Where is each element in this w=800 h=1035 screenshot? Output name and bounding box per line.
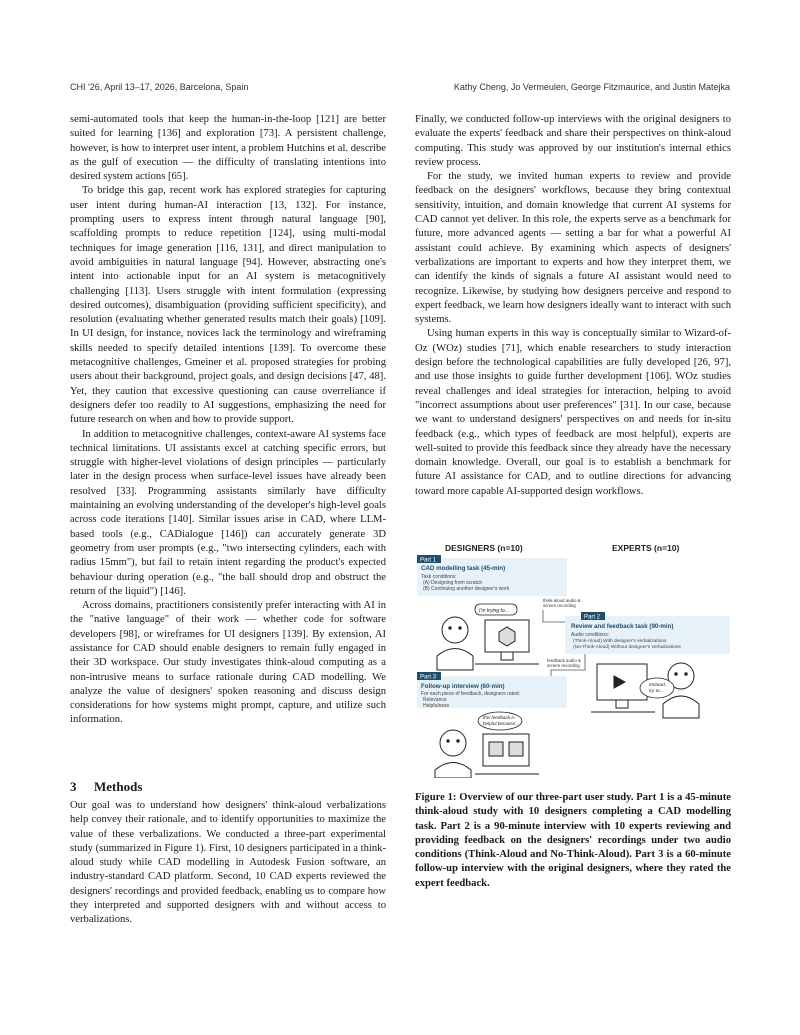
header-authors: Kathy Cheng, Jo Vermeulen, George Fitzmaurice, and Justin Matejka (453, 82, 730, 92)
arrow2-label-line2: screen recording (547, 663, 580, 668)
speech-bubble-1 (475, 604, 517, 615)
designer-illustration-1 (437, 617, 539, 670)
figure-caption: Figure 1: Overview of our three-part user study. Part 1 is a 45-minute think-aloud study with 10 designers completing a CAD modelling task. Part 2 is a 90-minute interview with 10 experts reviewing and providing feedback on the designers' recordings under two audio conditions (Think-Aloud and No-Think-Aloud). Part 3 is a 60-minute follow-up interview with the original designers, where they rated the expert feedback. (415, 792, 731, 889)
bubble3-line2: helpful because... (483, 721, 520, 726)
section-number: 3 (70, 779, 77, 794)
part1-cond-b: (B) Continuing another designer's work (423, 586, 510, 592)
paragraph: Finally, we conducted follow-up interviews with the original designers to evaluate the experts' feedback and share their perspectives on think-aloud computing. This study was approved by our institution's internal ethics review process. (415, 114, 731, 168)
figure-1 (415, 538, 731, 778)
paragraph: semi-automated tools that keep the human-in-the-loop [121] are better suited for learning [136] and exploration [73]. A persistent challenge, however, is how to interpret user intent, a problem Hutchins et al. describe as the gulf of execution — the difficulty of translating intentions into desired system actions [65]. (70, 114, 386, 183)
methods-column (70, 799, 386, 928)
part2-title: Review and feedback task (90-min) (571, 623, 674, 630)
arrow1-label-line2: screen recording (543, 603, 576, 608)
left-column (70, 113, 386, 728)
header-venue: CHI '26, April 13–17, 2026, Barcelona, Spain (70, 82, 249, 92)
part2-cond-b: (No-Think-Aloud) Without designer's verbalizations (573, 645, 681, 650)
paragraph: Using human experts in this way is conceptually similar to Wizard-of-Oz (WOz) studies [71], which enable researchers to study interaction design before the technological capabilities are fully developed [26, 97], and use those insights to guide further development [106]. WOz studies reveal challenges and ideal strategies for interaction, helping to avoid "incorrect assumptions about user preferences" [31]. In our case, because we want to understand designers' perspectives on and needs for in-situ feedback (e.g., which types of feedback are most helpful), experts are well-suited to provide this feedback since they already have the necessary domain knowledge. Overall, our goal is to establish a benchmark for future AI assistance for CAD, and to outline directions for advancing toward more capable AI-supported design workflows. (415, 328, 731, 497)
bubble2-line1: Instead, (649, 683, 667, 688)
part3-cond-a: Relevance (423, 697, 447, 703)
paragraph: Our goal was to understand how designers' think-aloud verbalizations help convey their rationale, and to identify opportunities to maximize the value of these verbalizations. We conducted a three-part experimental study (summarized in Figure 1). First, 10 designers participated in a think-aloud study while CAD modelling in Autodesk Fusion software, an industry-standard CAD platform. Second, 10 CAD experts reviewed the designers' recordings and provided feedback, enabling us to compare how they interpreted and supported designers with and without access to verbalizations. (70, 800, 386, 926)
part1-title: CAD modelling task (45-min) (421, 565, 506, 572)
part3-tag: Part 3 (420, 674, 437, 681)
experts-heading: EXPERTS (n=10) (612, 543, 680, 553)
right-column (415, 113, 731, 499)
speech-bubble-2 (640, 678, 674, 698)
part2-cond-label: Audio conditions: (571, 632, 610, 638)
section-heading (70, 779, 386, 795)
part1-cond-a: (A) Designing from scratch (423, 580, 483, 586)
designer-illustration-2 (435, 730, 539, 778)
part3-cond-label: For each piece of feedback, designers rated: (421, 691, 520, 697)
part2-cond-a: (Think-Aloud) With designer's verbalizations (573, 639, 667, 644)
arrow2-label-line1: feedback audio & (547, 658, 581, 663)
part3-title: Follow-up interview (60-min) (421, 683, 505, 690)
speech-bubble-3 (478, 712, 522, 730)
section-title: Methods (94, 779, 143, 794)
arrow1-label-line1: think-aloud audio & (543, 598, 581, 603)
paragraph: In addition to metacognitive challenges, context-aware AI systems face technical limitations. UI assistants excel at catching specific errors, but struggle with higher-level violations of design principles — particularly later in the design process when surface-level issues have already been resolved [33]. Programming assistants similarly have difficulty maintaining an evolving understanding of the developer's high-level goals across code iterations [140]. Similar issues arise in CAD, where LLM-based tools (e.g., CADialogue [146]) can accurately generate 3D geometry from user prompts (e.g., "two intersecting cylinders, each with radius 15mm"), but fail to retain intent regarding the product's expected behaviour during operation (e.g., "the ball should drop and obstruct the return of the liquid") [146]. (70, 428, 386, 597)
bubble2-line2: try to... (649, 689, 664, 694)
paragraph: For the study, we invited human experts to review and provide feedback on the designers' workflows, because they bring contextual sensitivity, intuition, and domain knowledge that current AI systems for CAD cannot yet deliver. In this role, the experts serve as a benchmark for future, more advanced agents — setting a bar for what a powerful AI assistant could achieve. By examining which aspects of designers' verbalizations are important to experts and how they interpret them, we can identify the kinds of signals a future AI assistant would need to recognize. Likewise, by studying how designers perceive and respond to expert feedback, we learn how designers ideally want to interact with such systems. (415, 171, 731, 326)
paragraph: To bridge this gap, recent work has explored strategies for capturing user intent during human-AI interaction [13, 132]. For instance, prompting users to express intent through natural language [90], scaffolding prompts to reduce repetition [124], using multi-modal techniques for image generation [116, 131], and direct manipulation to avoid ambiguities in natural language [94]. However, abstracting one's intent into actionable input for an AI system is metacognitively challenging [113]. Users struggle with intent formulation (expressing desired outcomes), disambiguation (providing sufficient specificity), and resolution (evaluating whether generated results match their goals) [109]. In UI design, for instance, novices lack the terminology and wireframing skills needed to specify detailed intentions [139]. To overcome these metacognitive challenges, Gmeiner et al. proposed strategies for probing users about their background, project goals, and design decisions [47, 48]. Yet, they caution that excessive questioning can cause overreliance if designers defer too readily to AI suggestions, emphasizing the need for future research on when and how to provide support. (70, 185, 386, 426)
part3-cond-b: Helpfulness (423, 703, 450, 709)
designers-heading: DESIGNERS (n=10) (445, 543, 523, 553)
part1-tag: Part 1 (420, 557, 437, 564)
part1-cond-label: Task conditions: (421, 574, 457, 580)
running-header (70, 82, 730, 96)
bubble3-line1: this feedback is (483, 715, 515, 720)
bubble1-text: I'm trying to... (479, 608, 509, 614)
part2-tag: Part 2 (584, 614, 601, 621)
paragraph: Across domains, practitioners consistently prefer interacting with AI in the "native language" of their work — whether code for software developers [98], or wireframes for UI designers [139]. By extension, AI assistance for CAD should enable designers to remain fully engaged in their 3D workspace. Our study investigates think-aloud computing as a non-intrusive means to surface rationale during CAD modelling. We analyze the value of designers' spoken reasoning and discuss design considerations for how systems might prompt, capture, and utilize such information. (70, 600, 386, 726)
